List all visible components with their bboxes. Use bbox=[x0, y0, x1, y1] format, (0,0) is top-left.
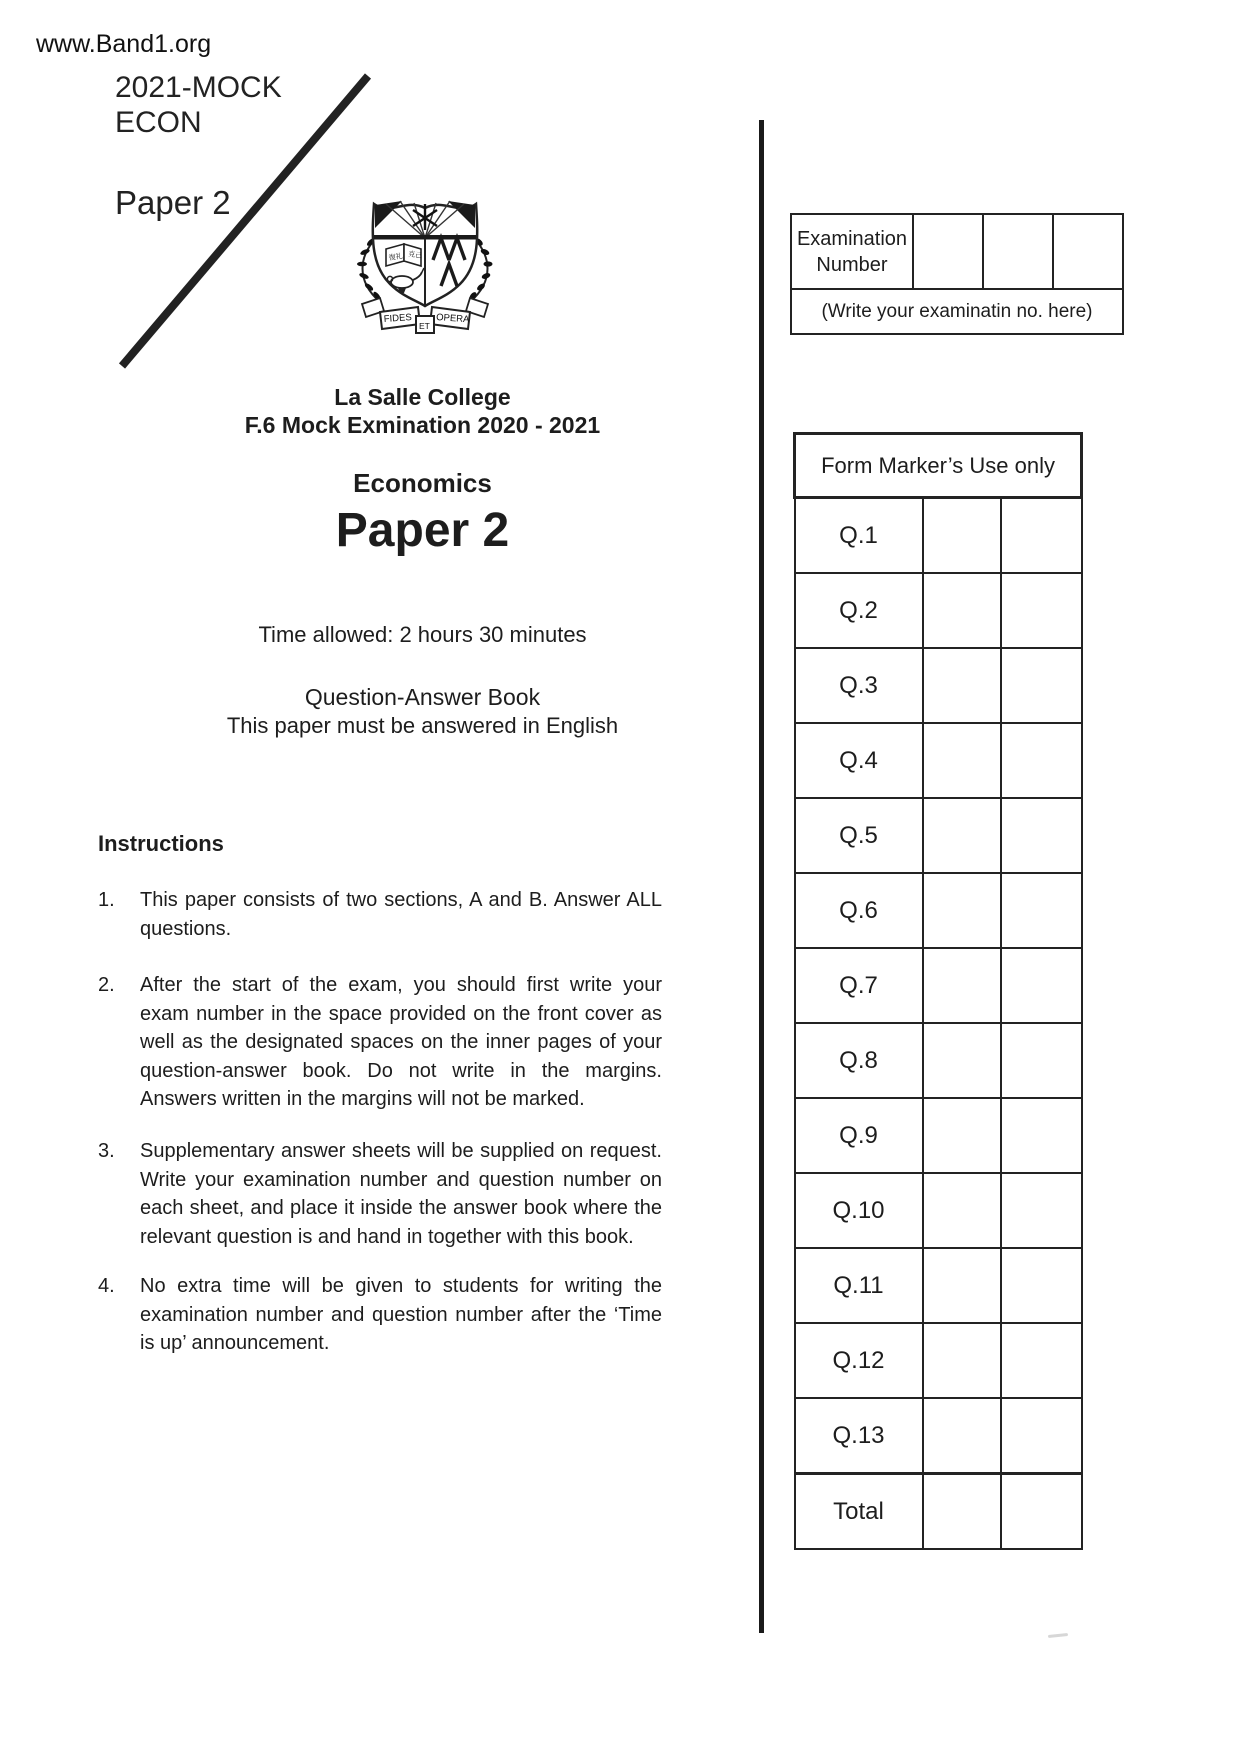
table-row bbox=[795, 1023, 1082, 1098]
score-cell bbox=[923, 798, 1001, 873]
score-cell bbox=[923, 1098, 1001, 1173]
school-name: La Salle College bbox=[334, 384, 511, 410]
language-note: This paper must be answered in English bbox=[226, 713, 619, 738]
q-label: Q.3 bbox=[795, 648, 923, 723]
q-label: Q.9 bbox=[795, 1098, 923, 1173]
marker-table-title: Form Marker’s Use only bbox=[795, 434, 1082, 498]
instruction-text: Supplementary answer sheets will be supplied on request. Write your examination number and question number on each sheet, and place it inside the answer book where the relevant question is and hand in together with this book. bbox=[140, 1140, 662, 1248]
instruction-text: No extra time will be given to students for writing the examination number and question number after the ‘Time is up’ announcement. bbox=[140, 1275, 662, 1354]
score-cell bbox=[923, 1398, 1001, 1474]
motto-center: ET bbox=[419, 321, 430, 331]
book-type: Question-Answer Book bbox=[304, 684, 541, 710]
exam-number-cell bbox=[913, 214, 983, 289]
examination-number-box bbox=[790, 213, 1124, 335]
table-row bbox=[795, 573, 1082, 648]
school-crest bbox=[340, 186, 510, 356]
exam-number-cell bbox=[983, 214, 1053, 289]
q-label: Q.12 bbox=[795, 1323, 923, 1398]
score-cell bbox=[923, 873, 1001, 948]
score-cell bbox=[1001, 1398, 1082, 1474]
instruction-text: This paper consists of two sections, A and B. Answer ALL questions. bbox=[140, 889, 662, 940]
corner-paper-label: Paper 2 bbox=[115, 184, 231, 221]
q-label: Q.11 bbox=[795, 1248, 923, 1323]
instructions-heading: Instructions bbox=[98, 831, 224, 856]
q-label: Q.4 bbox=[795, 723, 923, 798]
score-cell bbox=[1001, 573, 1082, 648]
marker-table-header-row bbox=[795, 434, 1082, 498]
paper-title: Paper 2 bbox=[335, 504, 510, 557]
motto-right: OPERA bbox=[435, 312, 470, 326]
subject-title: Economics bbox=[353, 468, 492, 498]
table-row bbox=[795, 798, 1082, 873]
table-row bbox=[795, 648, 1082, 723]
score-cell bbox=[1001, 648, 1082, 723]
time-allowed: Time allowed: 2 hours 30 minutes bbox=[258, 622, 587, 647]
q-label: Q.5 bbox=[795, 798, 923, 873]
table-row bbox=[795, 1098, 1082, 1173]
instruction-number: 3. bbox=[98, 1140, 115, 1162]
q-label: Q.8 bbox=[795, 1023, 923, 1098]
exam-number-label: Examination Number bbox=[791, 214, 913, 289]
book-characters-right: 克己 bbox=[407, 251, 423, 260]
total-row bbox=[795, 1474, 1082, 1550]
score-cell bbox=[923, 948, 1001, 1023]
score-cell bbox=[1001, 1023, 1082, 1098]
exam-number-row bbox=[791, 214, 1123, 289]
total-label: Total bbox=[795, 1474, 923, 1550]
instruction-number: 4. bbox=[98, 1275, 115, 1297]
score-cell bbox=[923, 723, 1001, 798]
exam-title: F.6 Mock Exmination 2020 - 2021 bbox=[244, 412, 601, 438]
q-label: Q.7 bbox=[795, 948, 923, 1023]
score-cell bbox=[923, 1173, 1001, 1248]
score-cell bbox=[923, 1474, 1001, 1550]
score-cell bbox=[1001, 1323, 1082, 1398]
score-cell bbox=[923, 1023, 1001, 1098]
score-cell bbox=[923, 648, 1001, 723]
score-cell bbox=[1001, 1474, 1082, 1550]
q-label: Q.13 bbox=[795, 1398, 923, 1474]
instruction-item-4 bbox=[98, 1272, 662, 1358]
instruction-item-1 bbox=[98, 886, 662, 943]
table-row bbox=[795, 1323, 1082, 1398]
watermark-url: www.Band1.org bbox=[36, 30, 212, 58]
instruction-number: 2. bbox=[98, 974, 115, 996]
score-cell bbox=[1001, 1098, 1082, 1173]
motto-left: FIDES bbox=[383, 312, 413, 325]
score-cell bbox=[923, 1248, 1001, 1323]
corner-code-line2: ECON bbox=[115, 106, 202, 139]
book-characters-left: 復礼 bbox=[388, 253, 404, 262]
q-label: Q.6 bbox=[795, 873, 923, 948]
scan-artifact bbox=[1048, 1633, 1068, 1638]
score-cell bbox=[1001, 1173, 1082, 1248]
table-row bbox=[795, 873, 1082, 948]
exam-number-caption-row bbox=[791, 289, 1123, 334]
column-divider-line bbox=[759, 120, 764, 1633]
corner-code-line1: 2021-MOCK bbox=[115, 71, 282, 104]
table-row bbox=[795, 948, 1082, 1023]
q-label: Q.10 bbox=[795, 1173, 923, 1248]
score-cell bbox=[923, 498, 1001, 574]
exam-number-caption: (Write your examinatin no. here) bbox=[791, 289, 1123, 334]
score-cell bbox=[1001, 498, 1082, 574]
instruction-text: After the start of the exam, you should first write your exam number in the space provided on the front cover as well as the designated spaces on the inner pages of your question-answer book. Do not write in the margins. Answers written in the margins will not be marked. bbox=[140, 974, 662, 1110]
exam-number-cell bbox=[1053, 214, 1123, 289]
score-cell bbox=[923, 1323, 1001, 1398]
instruction-item-2 bbox=[98, 971, 662, 1114]
score-cell bbox=[1001, 948, 1082, 1023]
table-row bbox=[795, 1173, 1082, 1248]
score-cell bbox=[1001, 798, 1082, 873]
instruction-item-3 bbox=[98, 1137, 662, 1251]
q-label: Q.2 bbox=[795, 573, 923, 648]
table-row bbox=[795, 1398, 1082, 1474]
score-cell bbox=[1001, 1248, 1082, 1323]
score-cell bbox=[1001, 723, 1082, 798]
table-row bbox=[795, 498, 1082, 574]
instruction-number: 1. bbox=[98, 889, 115, 911]
motto-banner bbox=[380, 307, 470, 333]
q-label: Q.1 bbox=[795, 498, 923, 574]
table-row bbox=[795, 1248, 1082, 1323]
score-cell bbox=[1001, 873, 1082, 948]
table-row bbox=[795, 723, 1082, 798]
marker-table bbox=[793, 432, 1083, 1550]
score-cell bbox=[923, 573, 1001, 648]
